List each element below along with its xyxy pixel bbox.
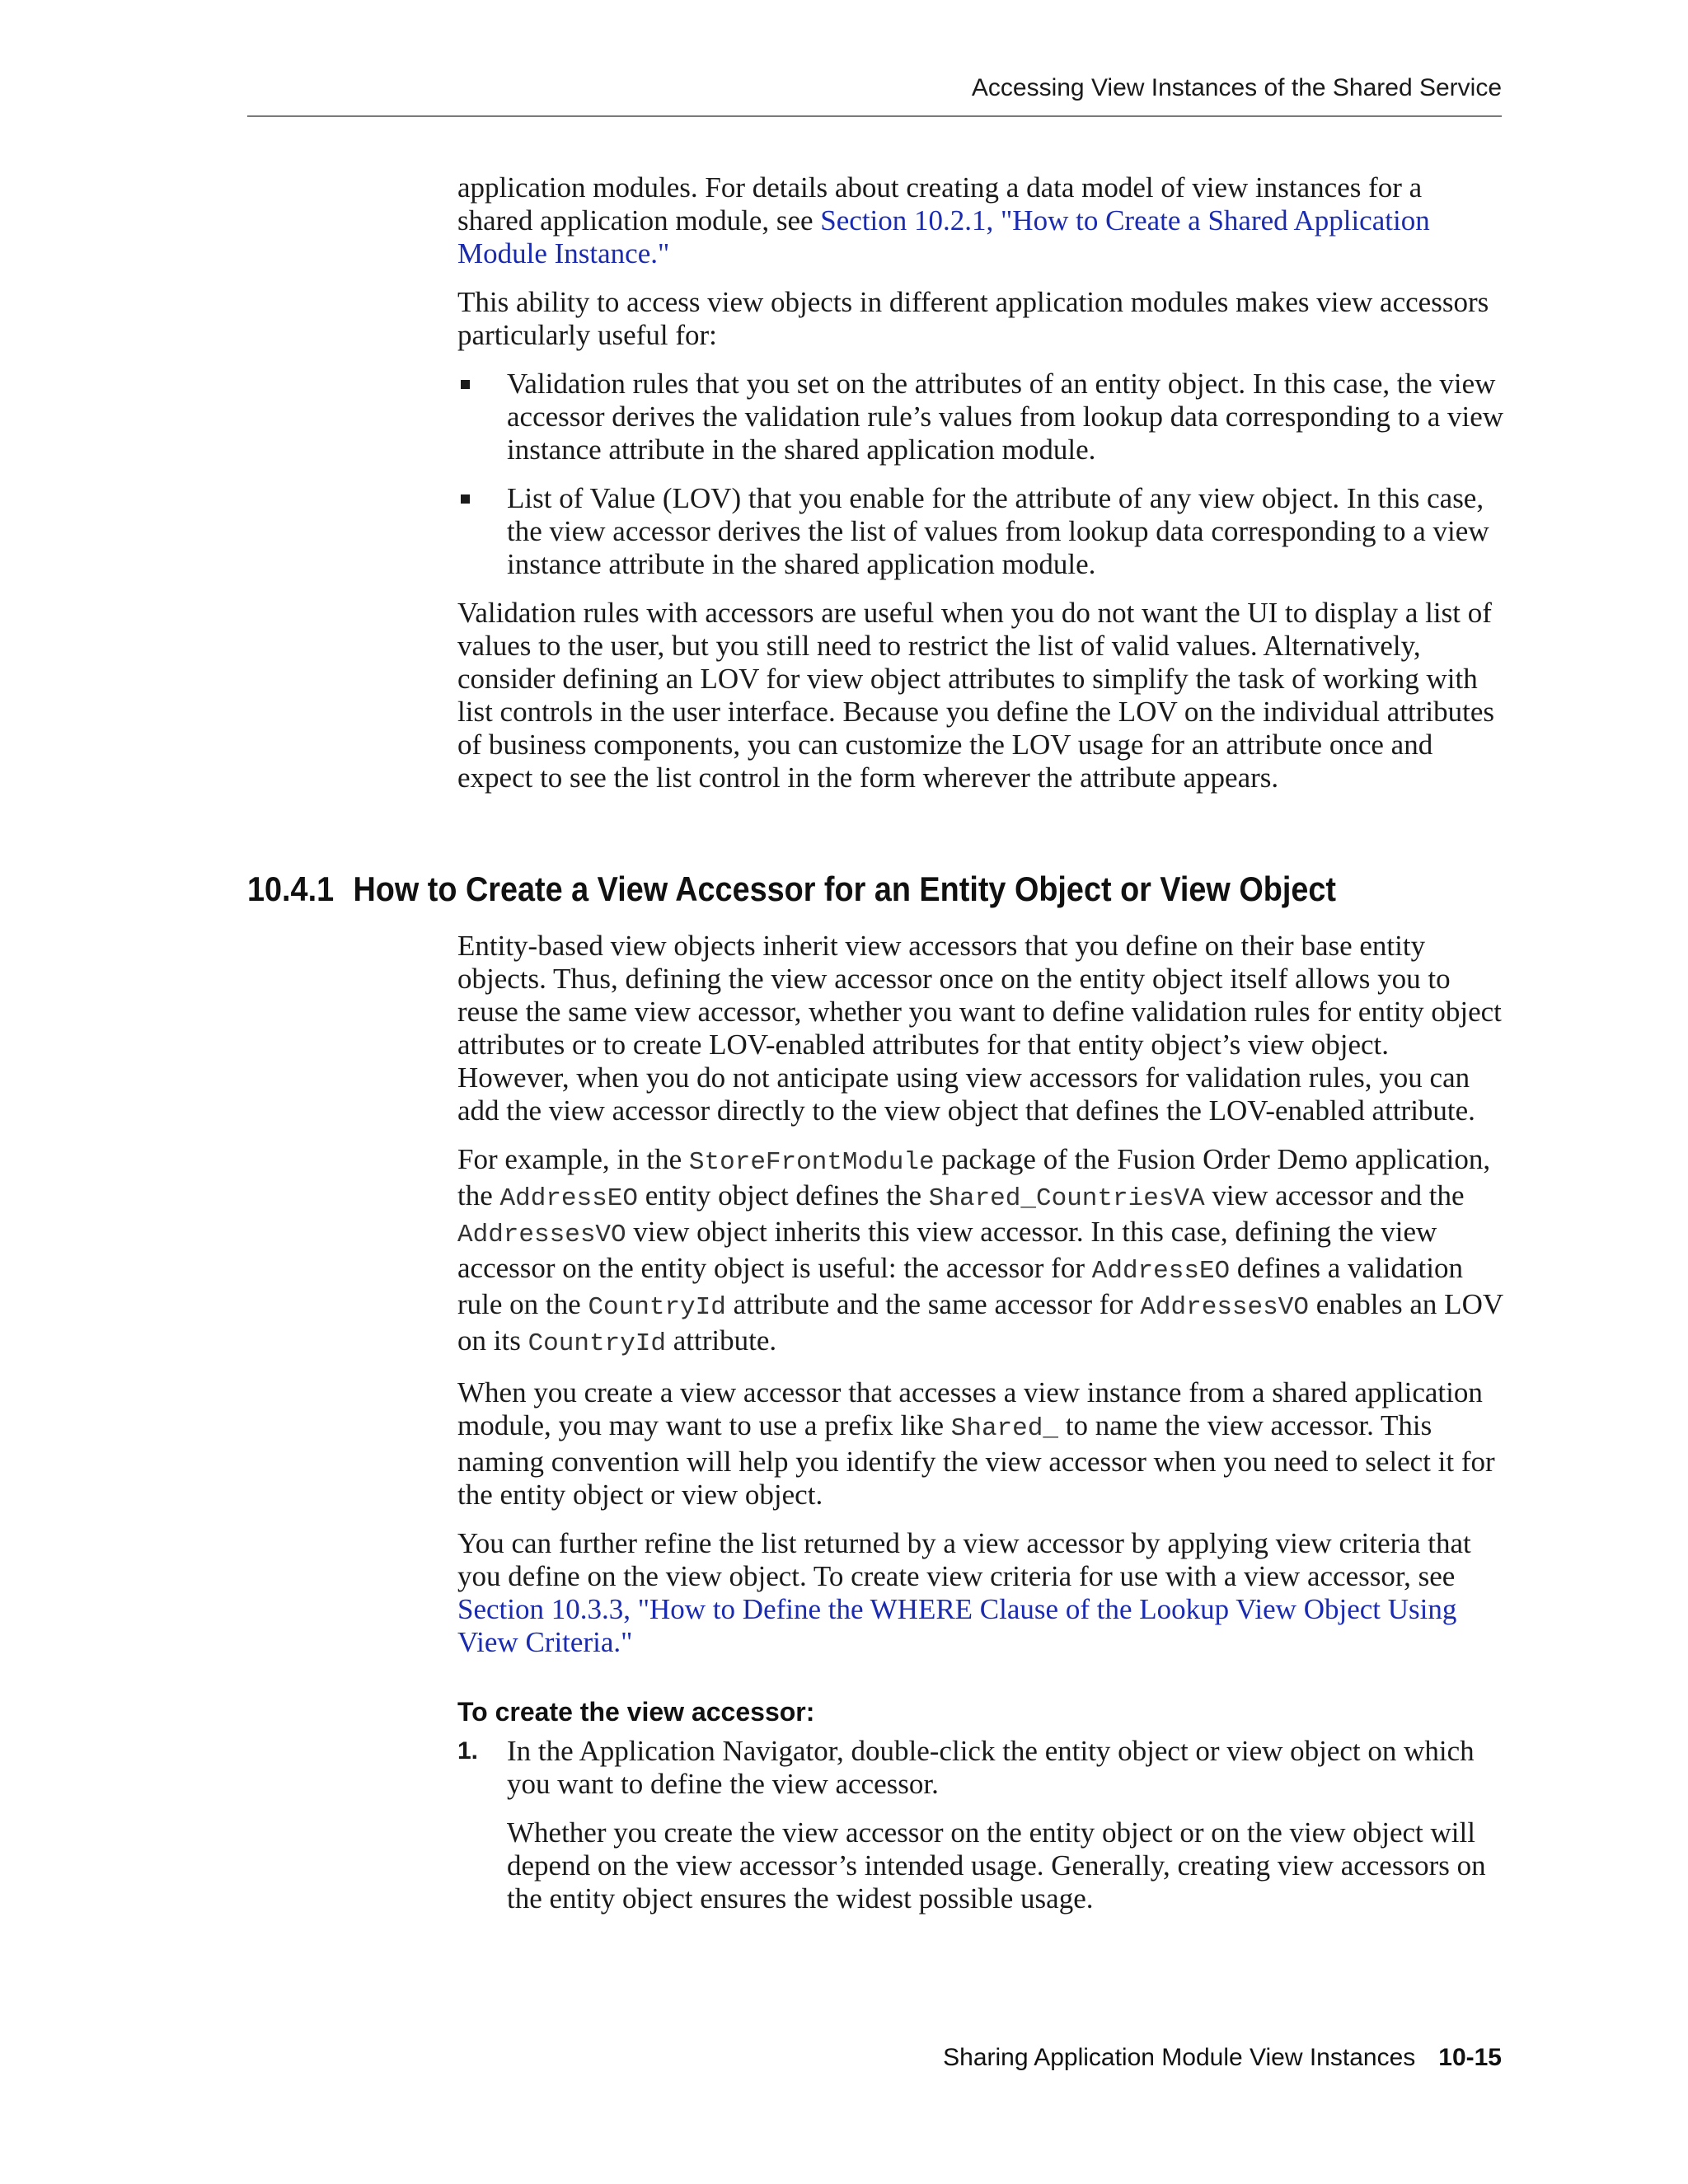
square-bullet-icon [461,380,470,389]
header-rule [247,115,1502,117]
step-number: 1. [457,1737,479,1765]
section-paragraph-1: Entity-based view objects inherit view accessors that you define on their base entity objects. Thus, defining the view accessor once on the entity object itself allows you to reuse the same view accessor, whether you want to define validation rules for entity object attributes or to create LOV-enabled attributes for that entity object’s view object. However, when you do not anticipate using view accessors for validation rules, you can add the view accessor directly to the view object that defines the LOV-enabled attribute. [457,930,1502,1127]
procedure-step [457,1735,1504,1915]
page-footer [943,2044,1502,2072]
section-paragraph-2: For example, in the StoreFrontModule package of the Fusion Order Demo application, the AddressEO entity object defines the Shared_CountriesVA view accessor and the AddressesVO view object inherits this view accessor. In this case, defining the view accessor on the entity object is useful: the accessor for AddressEO defines a validation rule on the CountryId attribute and the same accessor for AddressesVO enables an LOV on its CountryId attribute. [457,1143,1503,1358]
cross-reference-link-10-2-1[interactable]: Section 10.2.1, "How to Create a Shared Application Module Instance." [457,204,1430,269]
intro-paragraph-2: This ability to access view objects in different application modules makes view accessors particularly useful for: [457,286,1489,351]
procedure-steps [457,1735,1504,1915]
section-body [457,930,1504,1931]
code-term: AddressEO [1091,1257,1231,1286]
section-title: How to Create a View Accessor for an Entity Object or View Object [353,869,1336,908]
code-term: CountryId [528,1329,667,1358]
bullet-item: Validation rules that you set on the attributes of an entity object. In this case, the view accessor derives the validation rule’s values from lookup data corresponding to a view instance attribute in the shared application module. [457,368,1504,466]
code-term: AddressEO [499,1184,638,1213]
code-term: Shared_ [950,1414,1058,1443]
code-term: StoreFrontModule [688,1148,935,1177]
step-note: Whether you create the view accessor on the entity object or on the view object will depend on the view accessor’s intended usage. Generally, creating view accessors on the entity object ensures the widest possible usage. [507,1816,1486,1915]
running-header: Accessing View Instances of the Shared Service [971,74,1502,101]
intro-paragraph-3: Validation rules with accessors are useful when you do not want the UI to display a list of values to the user, but you still need to restrict the list of valid values. Alternatively, consider defining an LOV for view object attributes to simplify the task of working with list controls in the user interface. Because you define the LOV on the individual attributes of business components, you can customize the LOV usage for an attribute once and expect to see the list control in the form wherever the attribute appears. [457,597,1495,794]
code-term: Shared_CountriesVA [928,1184,1205,1213]
footer-title: Sharing Application Module View Instances [943,2044,1416,2071]
step-text: In the Application Navigator, double-click the entity object or view object on which you want to define the view accessor. [507,1735,1475,1800]
square-bullet-icon [461,494,470,504]
section-paragraph-4: You can further refine the list returned by a view accessor by applying view criteria that you define on the view object. To create view criteria for use with a view accessor, see Section 10.3.3, "How to Define the WHERE Clause of the Lookup View Object Using View Criteria." [457,1527,1471,1658]
section-paragraph-3: When you create a view accessor that accesses a view instance from a shared application module, you may want to use a prefix like Shared_ to name the view accessor. This naming convention will help you identify the view accessor when you need to select it for the entity object or view object. [457,1376,1495,1511]
cross-reference-link-10-3-3[interactable]: Section 10.3.3, "How to Define the WHERE Clause of the Lookup View Object Using View Criteria." [457,1593,1457,1658]
bullet-list [457,368,1504,581]
section-number: 10.4.1 [247,869,335,908]
intro-block [457,171,1504,810]
code-term: AddressesVO [457,1221,626,1249]
bullet-item: List of Value (LOV) that you enable for the attribute of any view object. In this case, the view accessor derives the list of values from lookup data corresponding to a view instance attribute in the shared application module. [457,482,1504,581]
page-number: 10-15 [1438,2044,1502,2071]
section-heading [247,869,1336,909]
intro-paragraph-1: application modules. For details about creating a data model of view instances for a shared application module, see Section 10.2.1, "How to Create a Shared Application Module Instance." [457,171,1430,269]
code-term: CountryId [588,1293,726,1322]
code-term: AddressesVO [1140,1293,1309,1322]
procedure-title: To create the view accessor: [457,1697,815,1727]
